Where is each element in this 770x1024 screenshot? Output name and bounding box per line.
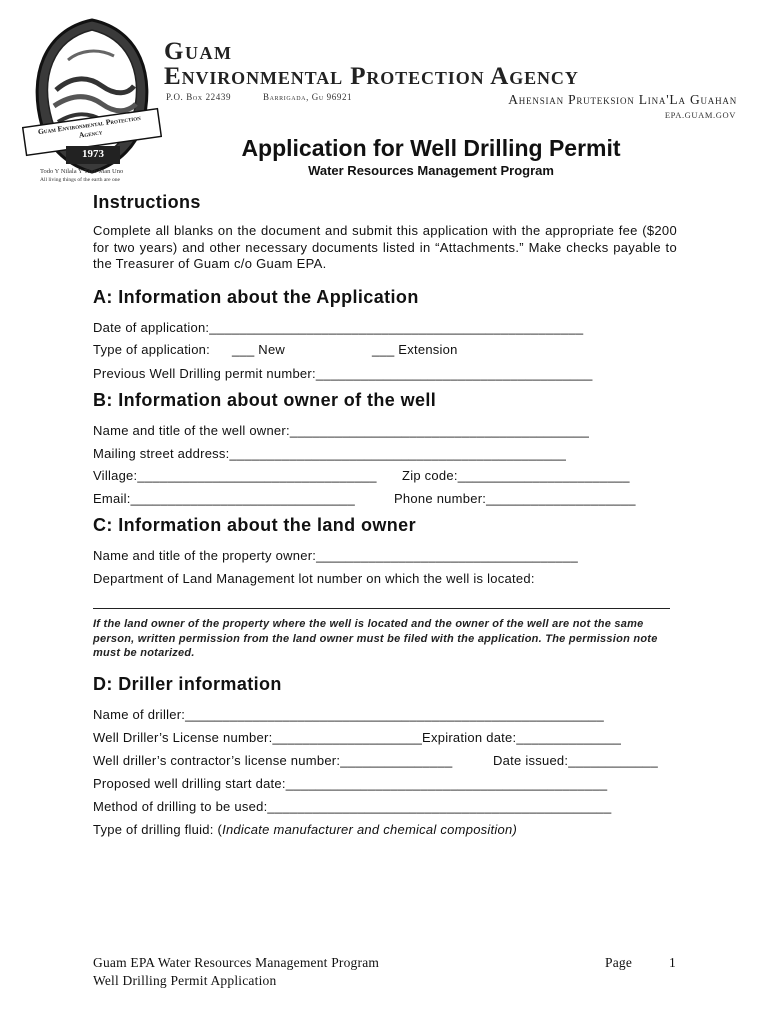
section-a-heading: A: Information about the Application [93,287,419,307]
instructions-text: Complete all blanks on the document and submit this application with the appropriate fee ($200 for two years) and other necessary documents listed in “Attachments.” Make checks payable to the Treasurer of Guam c/o Guam EPA. [93,223,677,271]
property-owner-name-field[interactable]: Name and title of the property owner:___________________________________ [93,548,578,563]
agency-website: EPA.GUAM.GOV [664,110,736,120]
village-field[interactable]: Village:________________________________ [93,468,377,483]
drilling-fluid-field[interactable] [93,822,517,837]
agency-name-line-2: Environmental Protection Agency [164,63,579,90]
motto-line-2: All living things of the earth are one [40,177,120,183]
email-field[interactable]: Email:______________________________ [93,491,356,506]
seal-year: 1973 [82,148,104,160]
start-date-field[interactable]: Proposed well drilling start date:___________________________________________ [93,776,608,791]
lot-number-field[interactable] [93,608,670,609]
motto-line-1: Todo Y Nilala Y Tano Man Uno [40,168,124,175]
footer-program: Guam EPA Water Resources Management Program [93,955,380,970]
footer-page-label: Page [605,955,633,970]
section-c-heading: C: Information about the land owner [93,515,416,535]
seal-ring-text: Guam Environmental Protection Agency [37,112,142,140]
type-new-option[interactable]: ___ New [232,342,286,357]
date-issued-field[interactable]: Date issued:____________ [493,753,659,768]
date-of-application-field[interactable]: Date of application:__________________________________________________ [93,320,584,335]
driller-license-field[interactable]: Well Driller’s License number:____________________Expiration date:______________ [93,730,622,745]
page-subtitle: Water Resources Management Program [308,163,554,178]
agency-city: Barrigada, Gu 96921 [263,92,353,102]
agency-chamorro-name: Ahensian Pruteksion Lina'La Guahan [508,92,737,107]
drilling-fluid-hint: Indicate manufacturer and chemical composition) [222,822,518,837]
driller-name-field[interactable]: Name of driller:________________________________________________________ [93,707,605,722]
footer-page-number: 1 [669,955,676,970]
section-d-heading: D: Driller information [93,674,282,694]
drilling-method-field[interactable]: Method of drilling to be used:______________________________________________ [93,799,612,814]
agency-name-line-1: Guam [164,38,233,65]
lot-number-label: Department of Land Management lot number on which the well is located: [93,571,535,586]
mailing-address-field[interactable]: Mailing street address:_____________________________________________ [93,446,567,461]
type-of-application-label: Type of application: [93,342,211,357]
footer-form-name: Well Drilling Permit Application [93,973,277,988]
contractor-license-field[interactable]: Well driller’s contractor’s license number:_______________ [93,753,453,768]
page-title: Application for Well Drilling Permit [241,135,621,161]
drilling-fluid-label: Type of drilling fluid: ( [93,822,223,837]
previous-permit-number-field[interactable]: Previous Well Drilling permit number:_____________________________________ [93,366,593,381]
agency-po-box: P.O. Box 22439 [166,92,232,102]
zip-code-field[interactable]: Zip code:_______________________ [402,468,630,483]
land-owner-permission-note: If the land owner of the property where the well is located and the owner of the well are not the same person, written permission from the land owner must be filed with the application. The permission note must be notarized. [93,618,658,659]
well-owner-name-field[interactable]: Name and title of the well owner:________________________________________ [93,423,590,438]
type-extension-option[interactable]: ___ Extension [372,342,458,357]
instructions-heading: Instructions [93,192,201,212]
phone-number-field[interactable]: Phone number:____________________ [394,491,636,506]
section-b-heading: B: Information about owner of the well [93,390,437,410]
